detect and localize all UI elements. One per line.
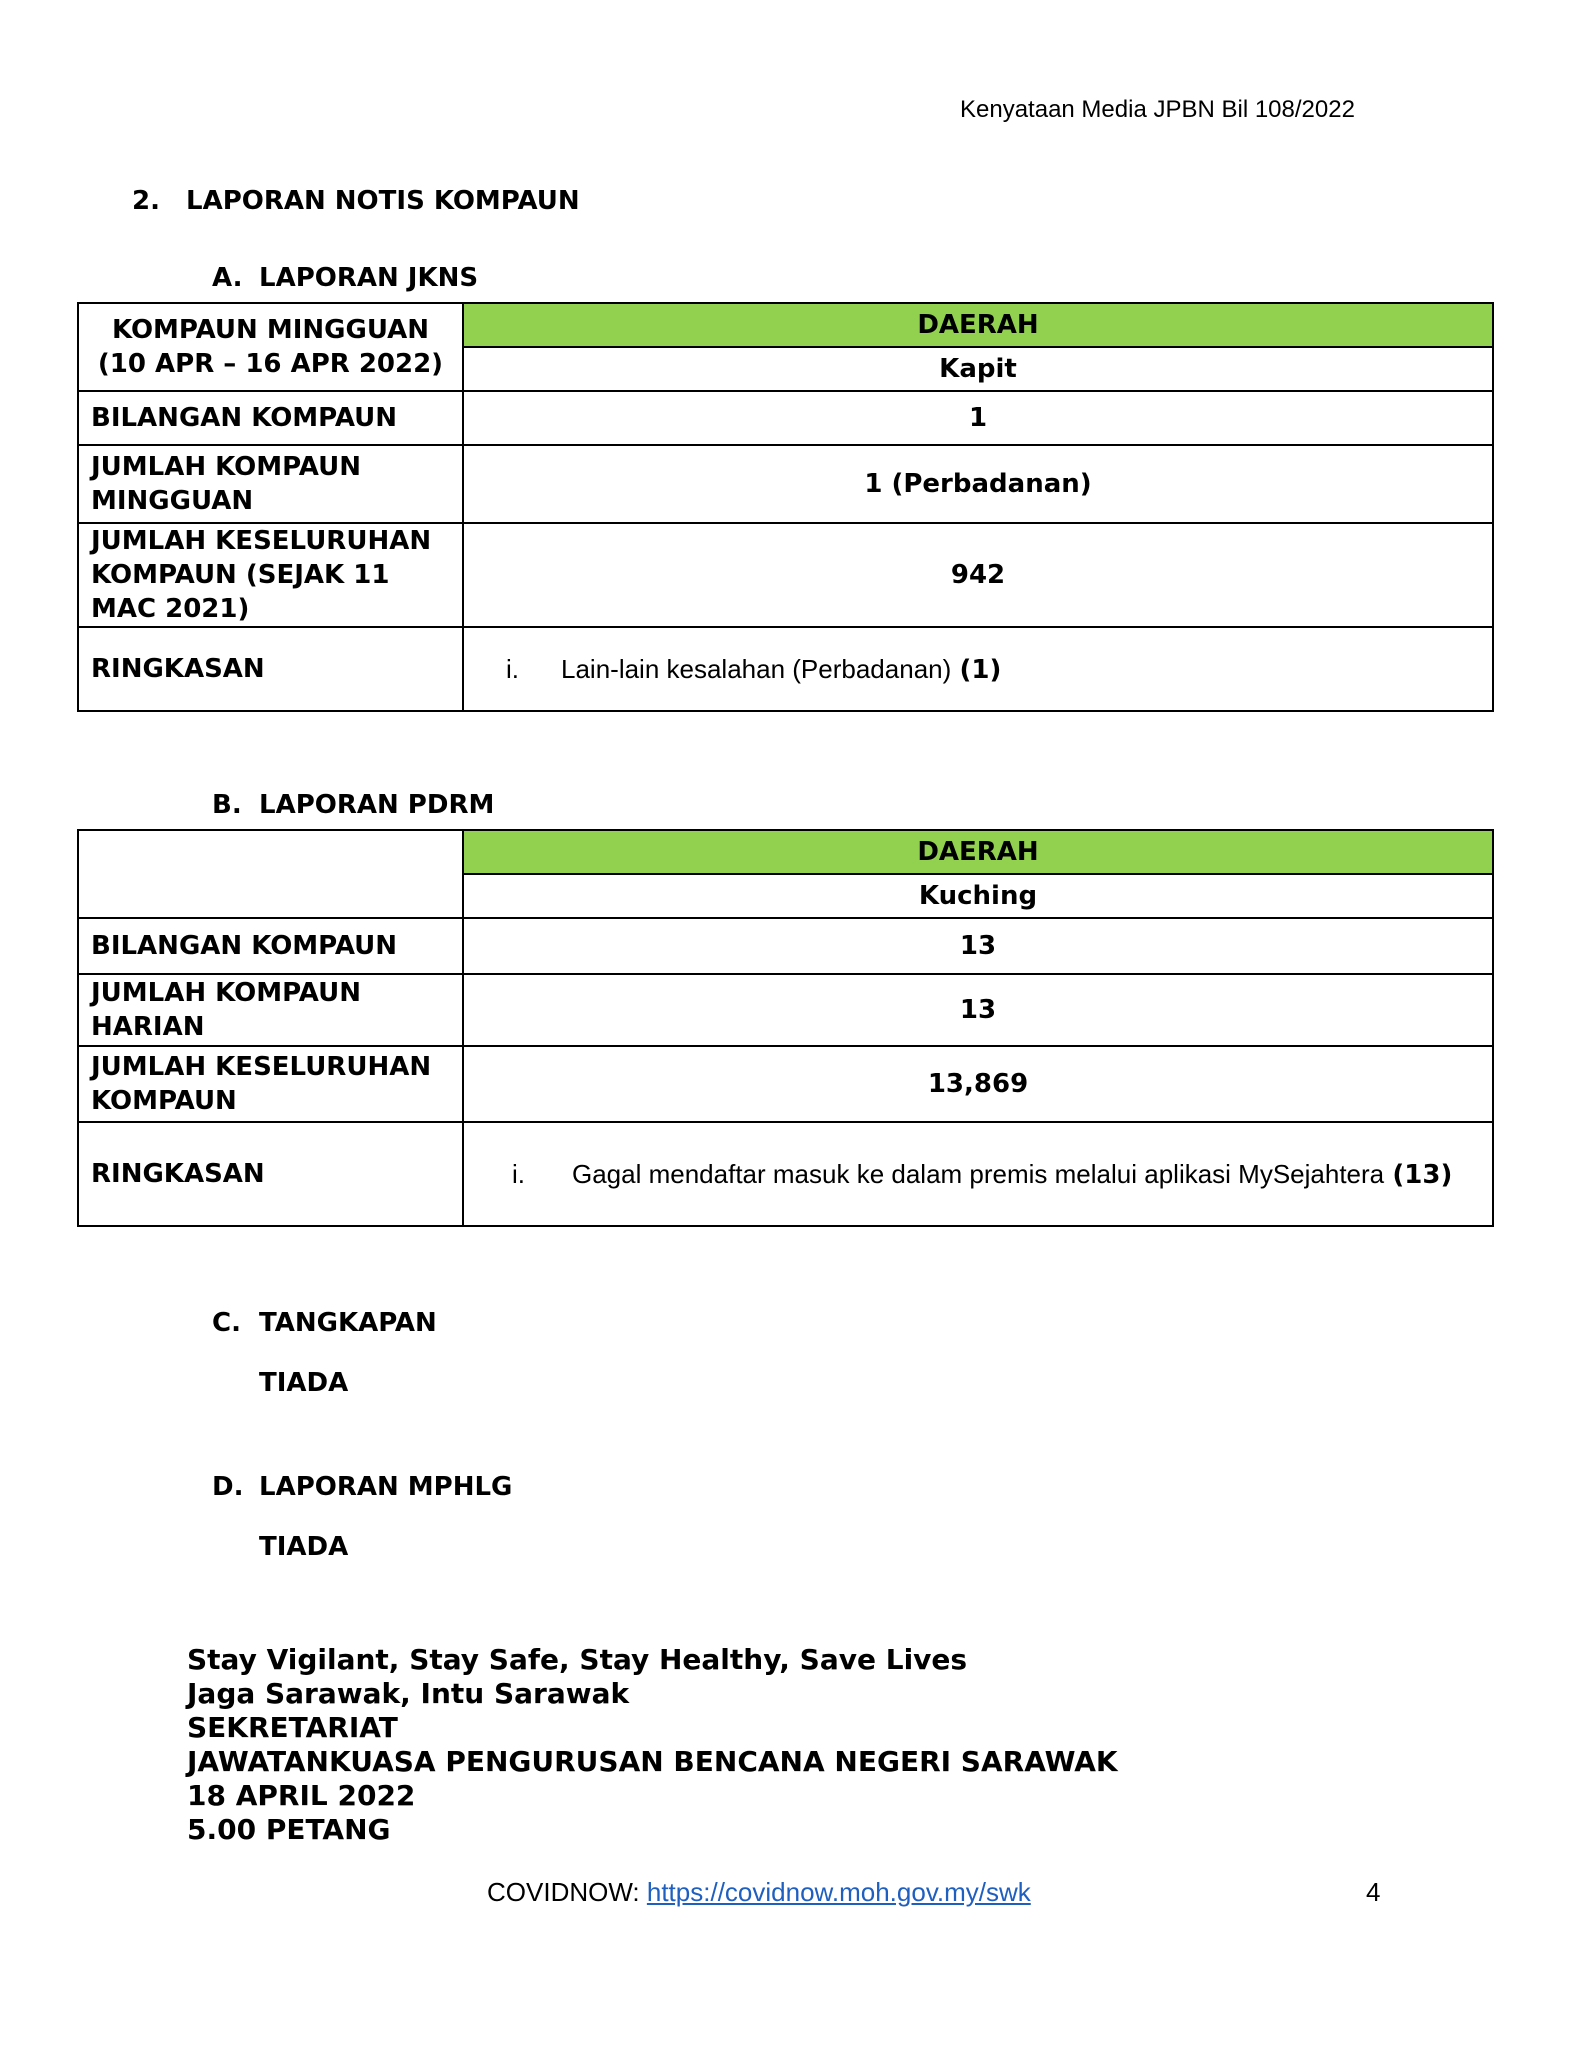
table-row bbox=[78, 1046, 1493, 1122]
pdrm-summary bbox=[463, 1122, 1493, 1226]
tangkapan-letter: C. bbox=[212, 1308, 241, 1338]
closing-secretariat: SEKRETARIAT bbox=[187, 1711, 398, 1744]
section-number: 2. bbox=[132, 186, 160, 216]
jkns-summary bbox=[463, 627, 1493, 711]
list-marker: i. bbox=[506, 653, 519, 684]
jkns-heading bbox=[212, 263, 478, 293]
closing-slogan: Stay Vigilant, Stay Safe, Stay Healthy, Save Lives bbox=[187, 1643, 968, 1676]
jkns-summary-label: RINGKASAN bbox=[78, 627, 463, 711]
section-title bbox=[132, 186, 580, 216]
jkns-table bbox=[77, 302, 1494, 712]
closing-tagline: Jaga Sarawak, Intu Sarawak bbox=[187, 1677, 630, 1710]
pdrm-row-value: 13 bbox=[463, 918, 1493, 974]
tangkapan-value: TIADA bbox=[259, 1368, 349, 1398]
pdrm-letter: B. bbox=[212, 790, 242, 820]
mphlg-title: LAPORAN MPHLG bbox=[259, 1472, 513, 1502]
table-row bbox=[78, 391, 1493, 445]
pdrm-row-value: 13,869 bbox=[463, 1046, 1493, 1122]
jkns-row-value: 1 (Perbadanan) bbox=[463, 445, 1493, 523]
jkns-letter: A. bbox=[212, 263, 243, 293]
mphlg-heading bbox=[212, 1472, 512, 1502]
jkns-period-range: (10 APR – 16 APR 2022) bbox=[97, 349, 444, 379]
table-row bbox=[78, 918, 1493, 974]
pdrm-row-label: JUMLAH KESELURUHAN KOMPAUN bbox=[78, 1046, 463, 1122]
list-item: Lain-lain kesalahan (Perbadanan) bbox=[561, 653, 952, 684]
list-marker: i. bbox=[512, 1158, 525, 1189]
section-title-text: LAPORAN NOTIS KOMPAUN bbox=[186, 186, 580, 216]
pdrm-blank-cell bbox=[78, 830, 463, 918]
closing-committee: JAWATANKUASA PENGURUSAN BENCANA NEGERI SARAWAK bbox=[187, 1745, 1118, 1778]
table-row bbox=[78, 523, 1493, 627]
closing-time: 5.00 PETANG bbox=[187, 1813, 391, 1846]
covidnow-link[interactable]: https://covidnow.moh.gov.my/swk bbox=[646, 1877, 1031, 1907]
page-number: 4 bbox=[1366, 1877, 1381, 1907]
footer bbox=[487, 1877, 1031, 1908]
pdrm-table bbox=[77, 829, 1494, 1227]
jkns-period-label: KOMPAUN MINGGUAN bbox=[111, 315, 430, 345]
mphlg-value: TIADA bbox=[259, 1532, 349, 1562]
jkns-district: Kapit bbox=[463, 347, 1493, 391]
closing-block bbox=[187, 1643, 1118, 1847]
jkns-row-value: 1 bbox=[463, 391, 1493, 445]
jkns-period-cell bbox=[78, 303, 463, 391]
tangkapan-heading bbox=[212, 1308, 437, 1338]
pdrm-title: LAPORAN PDRM bbox=[259, 790, 495, 820]
table-row bbox=[78, 1122, 1493, 1226]
document-reference: Kenyataan Media JPBN Bil 108/2022 bbox=[960, 96, 1355, 123]
pdrm-row-label: JUMLAH KOMPAUN HARIAN bbox=[78, 974, 463, 1046]
table-row bbox=[78, 445, 1493, 523]
table-row bbox=[78, 974, 1493, 1046]
table-row bbox=[78, 627, 1493, 711]
jkns-row-label: JUMLAH KOMPAUN MINGGUAN bbox=[78, 445, 463, 523]
pdrm-row-label: BILANGAN KOMPAUN bbox=[78, 918, 463, 974]
pdrm-summary-label: RINGKASAN bbox=[78, 1122, 463, 1226]
closing-date: 18 APRIL 2022 bbox=[187, 1779, 416, 1812]
tangkapan-title: TANGKAPAN bbox=[259, 1308, 437, 1338]
jkns-district-header: DAERAH bbox=[463, 303, 1493, 347]
list-item: Gagal mendaftar masuk ke dalam premis melalui aplikasi MySejahtera bbox=[572, 1158, 1385, 1189]
jkns-title: LAPORAN JKNS bbox=[259, 263, 479, 293]
footer-label: COVIDNOW: bbox=[487, 1877, 640, 1907]
jkns-row-label: JUMLAH KESELURUHAN KOMPAUN (SEJAK 11 MAC 2021) bbox=[78, 523, 463, 627]
jkns-row-value: 942 bbox=[463, 523, 1493, 627]
pdrm-district: Kuching bbox=[463, 874, 1493, 918]
list-item-count: (1) bbox=[959, 654, 1002, 685]
list-item-count: (13) bbox=[1392, 1159, 1453, 1190]
pdrm-district-header: DAERAH bbox=[463, 830, 1493, 874]
mphlg-letter: D. bbox=[212, 1472, 244, 1502]
jkns-row-label: BILANGAN KOMPAUN bbox=[78, 391, 463, 445]
pdrm-row-value: 13 bbox=[463, 974, 1493, 1046]
pdrm-heading bbox=[212, 790, 494, 820]
